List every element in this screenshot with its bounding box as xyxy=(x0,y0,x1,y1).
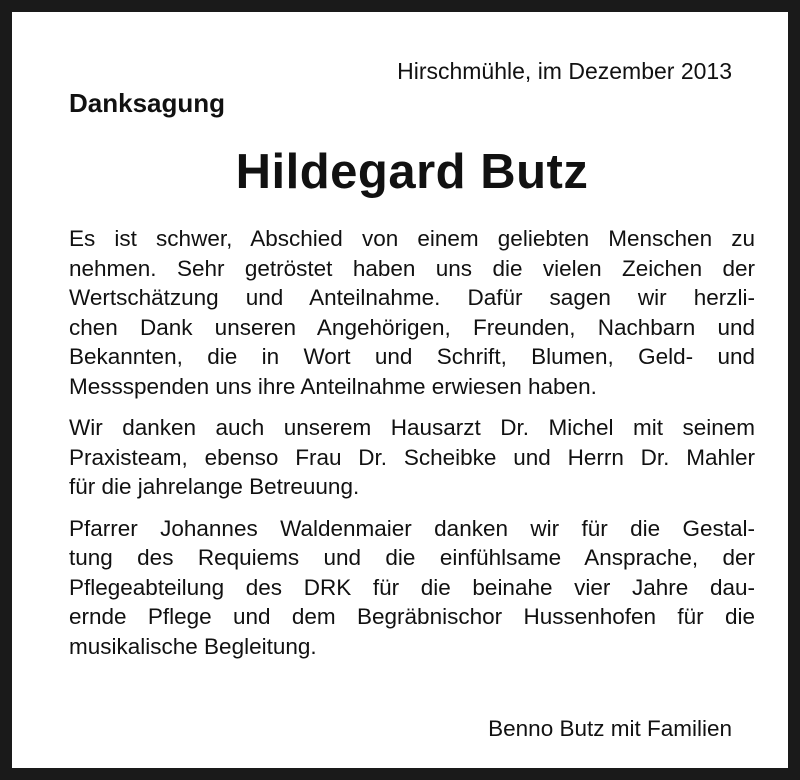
place-date: Hirschmühle, im Dezember 2013 xyxy=(397,58,732,84)
text-line: tung des Requiems und die einfühlsame Ansprache, der xyxy=(69,545,755,570)
text-line: Wir danken auch unserem Hausarzt Dr. Michel mit seinem xyxy=(69,415,755,440)
notice-heading: Danksagung xyxy=(69,88,226,118)
deceased-name: Hildegard Butz xyxy=(235,145,589,199)
text-line: für die jahrelange Betreuung. xyxy=(69,474,360,499)
text-line: Wertschätzung und Anteilnahme. Dafür sagen wir herzli- xyxy=(69,285,755,310)
text-line: chen Dank unseren Angehörigen, Freunden, Nachbarn und xyxy=(69,314,755,340)
text-line: Bekannten, die in Wort und Schrift, Blumen, Geld- und xyxy=(69,344,755,369)
text-line: nehmen. Sehr getröstet haben uns die vielen Zeichen der xyxy=(69,255,755,281)
text-line: Praxisteam, ebenso Frau Dr. Scheibke und Herrn Dr. Mahler xyxy=(69,444,755,470)
text-line: musikalische Begleitung. xyxy=(69,633,317,659)
text-line: Pfarrer Johannes Waldenmaier danken wir für die Gestal- xyxy=(69,515,755,541)
text-line: ernde Pflege und dem Begräbnischor Hussenhofen für die xyxy=(69,604,755,629)
notice-body xyxy=(69,224,755,673)
paragraph-doctors xyxy=(69,413,755,502)
paragraph-thanks xyxy=(69,224,755,401)
text-line: Messspenden uns ihre Anteilnahme erwiesen haben. xyxy=(69,373,597,399)
text-line: Es ist schwer, Abschied von einem geliebten Menschen zu xyxy=(69,226,755,251)
paragraph-pastor xyxy=(69,514,755,662)
signature: Benno Butz mit Familien xyxy=(488,716,732,741)
text-line: Pflegeabteilung des DRK für die beinahe vier Jahre dau- xyxy=(69,574,755,600)
